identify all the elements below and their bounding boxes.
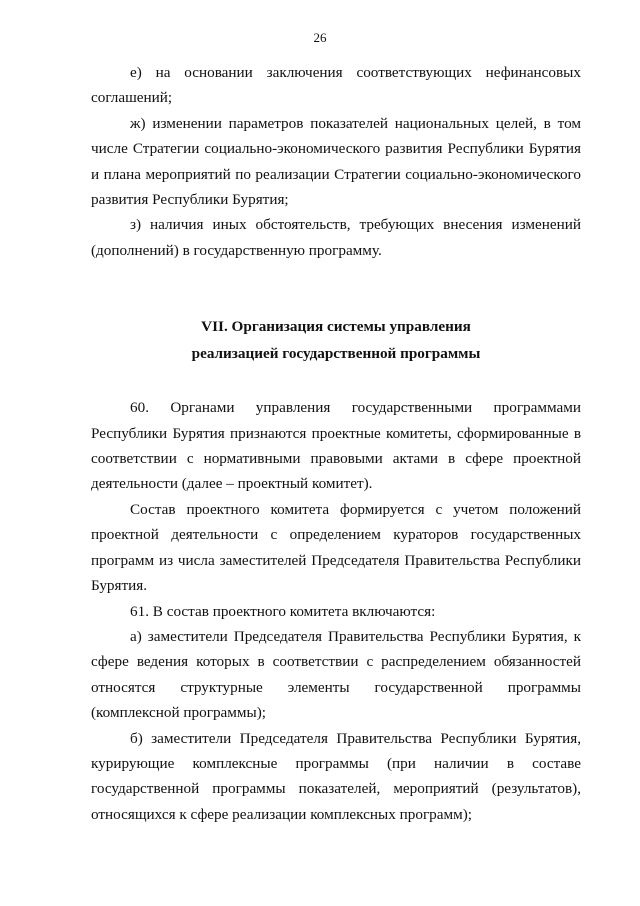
paragraph-61: 61. В состав проектного комитета включаются: bbox=[130, 602, 436, 620]
section-heading-line-1: VII. Организация системы управления bbox=[201, 318, 471, 336]
spacer bbox=[91, 367, 581, 395]
paragraph-60: 60. Органами управления государственными программами Республики Бурятия признаются проектные комитеты, сформированные в соответствии с нормативными правовыми актами в сфере проектной деятельности (далее – проектный комитет). bbox=[91, 399, 581, 493]
section-heading-line-2: реализацией государственной программы bbox=[191, 345, 481, 363]
paragraph-zh: ж) изменении параметров показателей национальных целей, в том числе Стратегии социально-экономического развития Республики Бурятия и плана мероприятий по реализации Стратегии социально-экономического развития Республики Бурятия; bbox=[91, 114, 581, 209]
paragraph-61-b: б) заместители Председателя Правительства Республики Бурятия, курирующие комплексные программы (при наличии в составе государственной программы показателей, мероприятий (результатов), относящихся к сфере реализации комплексных программ); bbox=[91, 729, 581, 823]
page-number: 26 bbox=[313, 30, 327, 45]
paragraph-61-a: а) заместители Председателя Правительства Республики Бурятия, к сфере ведения которых в соответствии с распределением обязанностей относятся структурные элементы государственной программы (комплексной программы); bbox=[91, 627, 581, 722]
spacer bbox=[91, 263, 581, 313]
paragraph-e: е) на основании заключения соответствующих нефинансовых соглашений; bbox=[91, 64, 581, 107]
document-body bbox=[91, 60, 581, 827]
paragraph-committee-composition: Состав проектного комитета формируется с учетом положений проектной деятельности с определением кураторов государственных программ из числа заместителей Председателя Правительства Республики Бурятия. bbox=[91, 500, 581, 595]
paragraph-z: з) наличия иных обстоятельств, требующих внесения изменений (дополнений) в государственную программу. bbox=[91, 216, 581, 259]
